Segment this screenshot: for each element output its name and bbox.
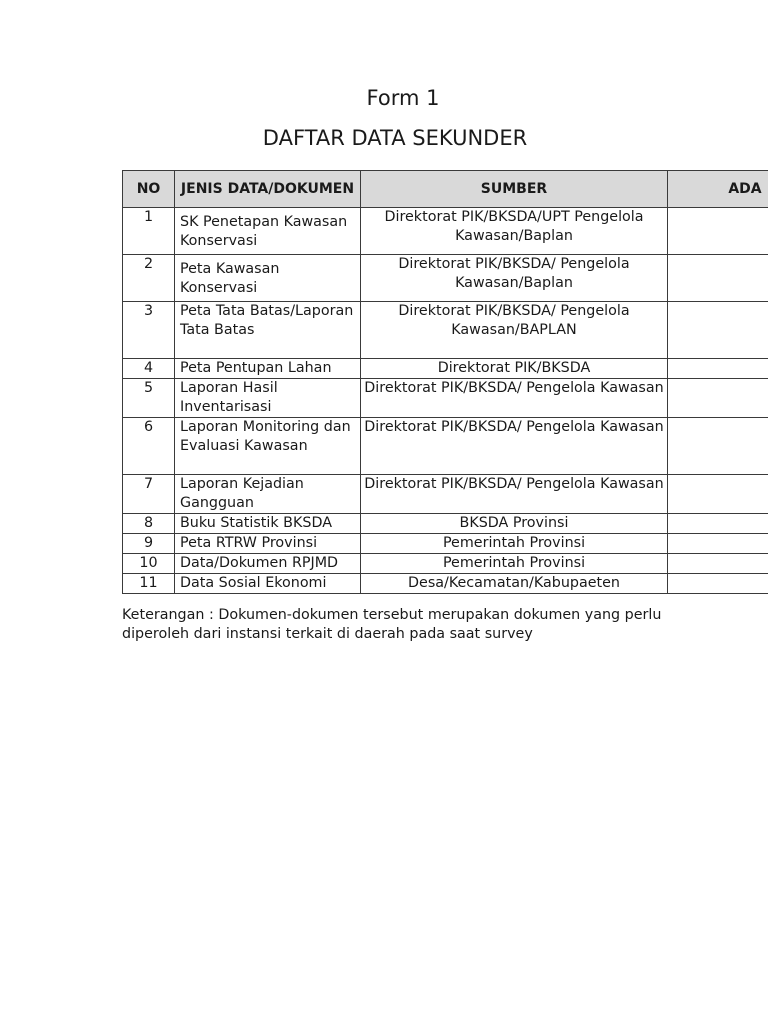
cell-sumber: Pemerintah Provinsi — [361, 554, 668, 574]
cell-ada — [668, 418, 768, 475]
cell-sumber: BKSDA Provinsi — [361, 514, 668, 534]
cell-jenis: Data Sosial Ekonomi — [175, 574, 361, 594]
cell-jenis: Laporan Hasil Inventarisasi — [175, 379, 361, 418]
header-sumber: SUMBER — [361, 171, 668, 208]
cell-no: 6 — [123, 418, 175, 475]
cell-ada — [668, 574, 768, 594]
cell-ada — [668, 359, 768, 379]
header-ada: ADA — [668, 171, 768, 208]
form-label: Form 1 — [366, 86, 440, 110]
table-row — [123, 379, 768, 418]
table-header-row — [123, 171, 768, 208]
table-row — [123, 359, 768, 379]
cell-sumber: Direktorat PIK/BKSDA/ Pengelola Kawasan/BAPLAN — [361, 302, 668, 359]
cell-jenis: Laporan Kejadian Gangguan — [175, 475, 361, 514]
cell-ada — [668, 534, 768, 554]
table-row — [123, 514, 768, 534]
cell-ada — [668, 514, 768, 534]
cell-sumber: Desa/Kecamatan/Kabupaeten — [361, 574, 668, 594]
cell-sumber: Direktorat PIK/BKSDA/UPT Pengelola Kawasan/Baplan — [361, 208, 668, 255]
cell-no: 3 — [123, 302, 175, 359]
cell-no: 10 — [123, 554, 175, 574]
table-row — [123, 554, 768, 574]
table-row — [123, 255, 768, 302]
cell-ada — [668, 475, 768, 514]
cell-no: 1 — [123, 208, 175, 255]
cell-no: 7 — [123, 475, 175, 514]
cell-jenis: Data/Dokumen RPJMD — [175, 554, 361, 574]
note-text: Keterangan : Dokumen-dokumen tersebut merupakan dokumen yang perlu diperoleh dari instansi terkait di daerah pada saat survey — [122, 607, 662, 642]
table-row — [123, 475, 768, 514]
header-no: NO — [123, 171, 175, 208]
cell-jenis: Peta Tata Batas/Laporan Tata Batas — [175, 302, 361, 359]
cell-jenis: Peta Pentupan Lahan — [175, 359, 361, 379]
secondary-data-table — [122, 170, 768, 594]
cell-no: 9 — [123, 534, 175, 554]
header-jenis: JENIS DATA/DOKUMEN — [175, 171, 361, 208]
document-title: DAFTAR DATA SEKUNDER — [262, 126, 528, 150]
cell-sumber: Direktorat PIK/BKSDA/ Pengelola Kawasan — [361, 418, 668, 475]
cell-sumber: Direktorat PIK/BKSDA — [361, 359, 668, 379]
cell-ada — [668, 208, 768, 255]
cell-no: 2 — [123, 255, 175, 302]
cell-sumber: Direktorat PIK/BKSDA/ Pengelola Kawasan — [361, 475, 668, 514]
cell-ada — [668, 554, 768, 574]
cell-sumber: Direktorat PIK/BKSDA/ Pengelola Kawasan — [361, 379, 668, 418]
cell-no: 4 — [123, 359, 175, 379]
cell-jenis: Buku Statistik BKSDA — [175, 514, 361, 534]
table-row — [123, 574, 768, 594]
cell-no: 5 — [123, 379, 175, 418]
cell-no: 8 — [123, 514, 175, 534]
cell-ada — [668, 379, 768, 418]
cell-ada — [668, 302, 768, 359]
cell-jenis: Laporan Monitoring dan Evaluasi Kawasan — [175, 418, 361, 475]
table-row — [123, 418, 768, 475]
cell-jenis: Peta RTRW Provinsi — [175, 534, 361, 554]
table-row — [123, 534, 768, 554]
cell-ada — [668, 255, 768, 302]
cell-jenis: Peta Kawasan Konservasi — [175, 255, 361, 302]
table-row — [123, 302, 768, 359]
secondary-data-table-container — [122, 170, 768, 594]
table-row — [123, 208, 768, 255]
cell-sumber: Direktorat PIK/BKSDA/ Pengelola Kawasan/Baplan — [361, 255, 668, 302]
cell-no: 11 — [123, 574, 175, 594]
cell-jenis: SK Penetapan Kawasan Konservasi — [175, 208, 361, 255]
cell-sumber: Pemerintah Provinsi — [361, 534, 668, 554]
